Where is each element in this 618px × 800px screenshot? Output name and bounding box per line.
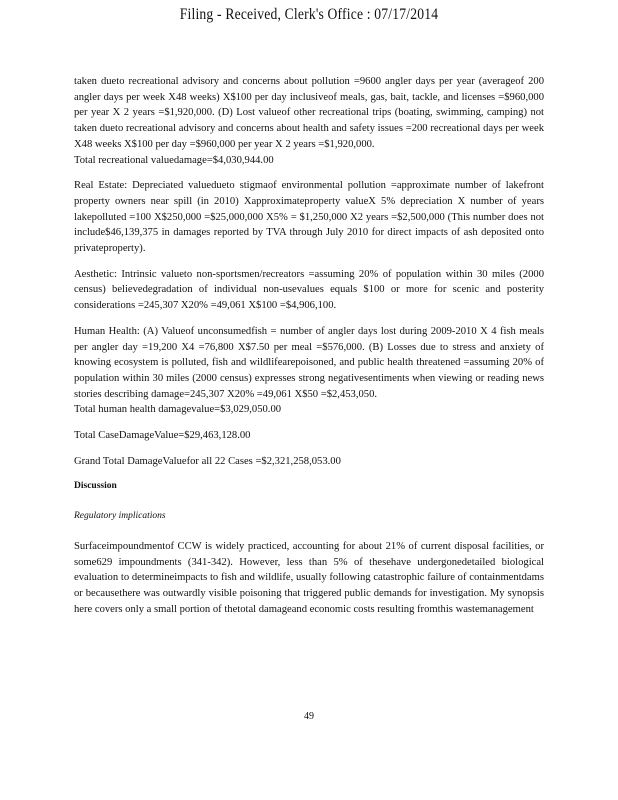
paragraph-real-estate: Real Estate: Depreciated valuedueto stigmaof environmental pollution =approximate number of lakefront property owners near spill (in 2010) Xapproximateproperty valueX 5% depreciation X number of years lakepolluted =100 X$250,000 =$25,000,000 X5% = $1,250,000 X2 years =$2,500,000 (This number does not include$46,139,375 in damages reported by TVA through July 2010 for direct impacts of ash deposited onto privateproperty).	[74, 180, 544, 255]
recreational-total: Total recreational valuedamage=$4,030,944.00	[74, 154, 274, 166]
grand-total: Grand Total DamageValuefor all 22 Cases =$2,321,258,053.00	[74, 455, 341, 467]
human-health-text: Human Health: (A) Valueof unconsumedfish = number of angler days lost during 2009-2010 X 4 fish meals per angler day =19,200 X4 =76,800 X$7.50 per meal =$576,000. (B) Losses due to stress and anxiety of knowing ecosystem is polluted, fish and wildlifearepoisoned, and public health threatened =assuming 20% of population within 30 miles (2000 census) expresses strong negativesentiments when viewing or reading news stories describing damage=245,307 X20% =49,061 X$50 =$2,453,050.	[74, 325, 544, 400]
human-health-total: Total human health damagevalue=$3,029,050.00	[74, 404, 282, 416]
filing-header: Filing - Received, Clerk's Office : 07/17/2014	[179, 6, 439, 23]
total-case-damage: Total CaseDamageValue=$29,463,128.00	[74, 430, 251, 442]
closing-paragraph: Surfaceimpoundmentof CCW is widely practiced, accounting for about 21% of current disposal facilities, or some629 impoundments (341-342). However, less than 5% of thesehave undergonedetailed biological evaluation to determineimpacts to fish and wildlife, usually following catastrophic failure of containmentdams or becausethere was outwardly visible poisoning that triggered public demands for investigation. My synopsis here covers only a small portion of thetotal damageand economic costs resulting fromthis wastemanagement	[74, 540, 544, 615]
regulatory-subheading: Regulatory implications	[74, 511, 166, 522]
paragraph-recreational	[74, 74, 544, 168]
paragraph-aesthetic: Aesthetic: Intrinsic valueto non-sportsmen/recreators =assuming 20% of population within 30 miles (2000 census) believedegradation of individual non-usevalues equals $100 or more for scenic and posterity considerations =245,307 X20% =49,061 X$100 =$4,906,100.	[74, 268, 544, 312]
page-number: 49	[304, 711, 314, 722]
paragraph-human-health	[74, 324, 544, 418]
document-body	[74, 74, 544, 627]
recreational-text: taken dueto recreational advisory and concerns about pollution =9600 angler days per year (averageof 200 angler days per week X48 weeks) X$100 per day inclusiveof meals, gas, bait, tackle, and licenses =$960,000 per year X 2 years =$1,920,000. (D) Lost valueof other recreational trips (boating, swimming, camping) not taken dueto recreational advisory and concerns about health and safety issues =200 recreational days per week X48 weeks X$100 per day =$960,000 per year X 2 years =$1,920,000.	[74, 76, 544, 150]
discussion-heading: Discussion	[74, 481, 117, 492]
